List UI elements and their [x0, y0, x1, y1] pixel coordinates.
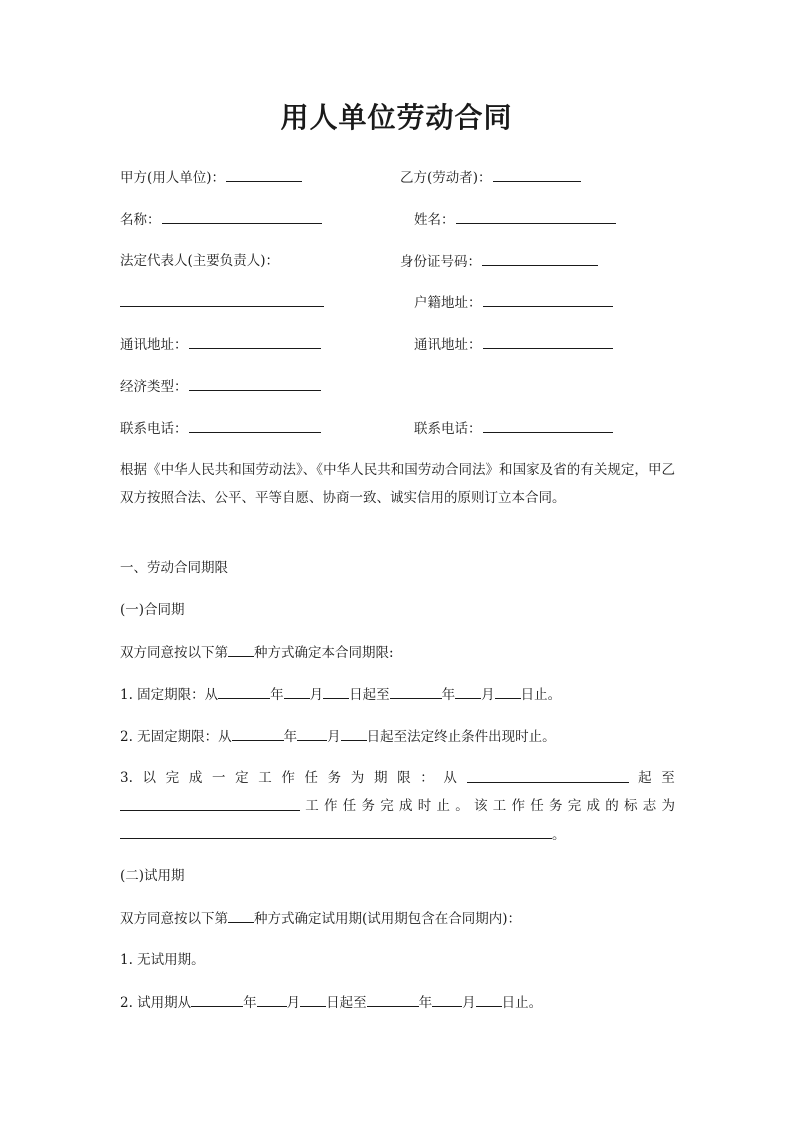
item3-char: 时: [417, 798, 432, 814]
item3-char: 为: [350, 770, 365, 786]
item3-char: 成: [188, 770, 203, 786]
mail-addr-a-field: [120, 335, 322, 354]
econ-type-field: [120, 377, 322, 396]
item1-text: 1. 固定期限：从: [120, 687, 219, 703]
item1-end-label: 日止。: [520, 687, 562, 703]
trial-month-from-blank[interactable]: [257, 993, 287, 1007]
household-addr-field: [414, 293, 614, 312]
sub1-intro-text-b: 种方式确定本合同期限:: [254, 645, 394, 661]
sub1-item3-line2: [120, 797, 675, 815]
item3-char: 至: [661, 770, 675, 786]
item3-char: 作: [324, 798, 338, 814]
item3-char: 。: [455, 798, 469, 814]
trial-year-to-blank[interactable]: [367, 993, 419, 1007]
econ-type-label: 经济类型：: [120, 379, 188, 395]
mail-addr-b-label: 通讯地址：: [414, 337, 482, 353]
trial-month-to-blank[interactable]: [432, 993, 462, 1007]
party-a-blank[interactable]: [226, 168, 302, 182]
item1-month-from-blank[interactable]: [284, 685, 310, 699]
sub1-choice-blank[interactable]: [228, 643, 254, 657]
item3-char: 成: [586, 798, 600, 814]
item3-char: 完: [380, 798, 394, 814]
household-addr-label: 户籍地址：: [414, 295, 482, 311]
party-a-label: 甲方(用人单位)：: [120, 170, 226, 186]
item1-year-to-blank[interactable]: [390, 685, 442, 699]
trial-year-label: 年: [243, 995, 257, 1011]
sub1-item3-line3: [120, 825, 566, 844]
item3-line3-end: 。: [552, 827, 566, 843]
household-addr-blank[interactable]: [483, 293, 613, 307]
sub2-item2: [120, 993, 542, 1012]
phone-b-blank[interactable]: [483, 419, 613, 433]
mail-addr-a-blank[interactable]: [189, 335, 321, 349]
item1-year-from-blank[interactable]: [218, 685, 270, 699]
item3-char: 工: [492, 798, 507, 814]
item3-char: 任: [342, 798, 357, 814]
sub1-item1: [120, 685, 561, 704]
name-b-field: [414, 210, 617, 229]
sub2-heading: (二)试用期: [120, 868, 185, 884]
trial-end-label: 日止。: [501, 995, 543, 1011]
item3-task-blank[interactable]: [120, 797, 300, 811]
item3-char: 作: [511, 798, 525, 814]
item3-char: 务: [549, 798, 563, 814]
item3-char: 成: [399, 798, 413, 814]
sub1-item3-line1: [120, 769, 675, 787]
sub2-item1: 1. 无试用期。: [120, 952, 205, 968]
item3-char: ：: [420, 770, 434, 786]
sub1-intro-text-a: 双方同意按以下第: [120, 645, 228, 661]
item3-char: 期: [373, 770, 388, 786]
preamble-paragraph: 根据《中华人民共和国劳动法》、《中华人民共和国劳动合同法》和国家及省的有关规定，甲乙双方按照合法、公平、平等自愿、协商一致、诚实信用的原则订立本合同。: [120, 462, 675, 506]
sub2-intro: [120, 909, 521, 928]
trial-year2-label: 年: [418, 995, 433, 1011]
item3-start-blank[interactable]: [467, 769, 629, 783]
trial-year-from-blank[interactable]: [191, 993, 243, 1007]
item1-month-to-blank[interactable]: [455, 685, 481, 699]
phone-a-field: [120, 419, 322, 438]
item3-char: 止: [436, 798, 450, 814]
id-number-field: [400, 252, 599, 271]
legal-rep-label: 法定代表人(主要负责人)：: [120, 253, 280, 269]
party-b-field: [400, 168, 582, 187]
legal-rep-blank[interactable]: [120, 293, 324, 307]
legal-rep-field: [120, 293, 324, 312]
trial-day-from-blank[interactable]: [300, 993, 326, 1007]
trial-day-to-blank[interactable]: [476, 993, 502, 1007]
item3-char: 作: [281, 770, 295, 786]
name-a-blank[interactable]: [162, 210, 322, 224]
item3-char: 3.: [120, 770, 133, 786]
sub2-intro-text-b: 种方式确定试用期(试用期包含在合同期内)：: [254, 911, 522, 927]
name-b-label: 姓名：: [414, 212, 455, 228]
item3-char: 从: [443, 770, 457, 786]
mail-addr-b-field: [414, 335, 614, 354]
trial-day-from-label: 日起至: [326, 995, 367, 1011]
item3-char: 定: [235, 770, 249, 786]
name-b-blank[interactable]: [456, 210, 616, 224]
phone-b-field: [414, 419, 614, 438]
phone-b-label: 联系电话：: [414, 421, 482, 437]
item3-char: 务: [361, 798, 375, 814]
item3-char: 起: [638, 770, 652, 786]
id-number-label: 身份证号码：: [400, 254, 481, 270]
item3-char: 的: [605, 798, 619, 814]
item3-char: 完: [567, 798, 582, 814]
item2-month-blank[interactable]: [297, 727, 327, 741]
sub2-intro-text-a: 双方同意按以下第: [120, 911, 228, 927]
trial-text: 2. 试用期从: [120, 995, 192, 1011]
sub1-heading: (一)合同期: [120, 602, 185, 618]
name-a-label: 名称：: [120, 212, 161, 228]
party-a-field: [120, 168, 303, 187]
sub2-choice-blank[interactable]: [228, 909, 254, 923]
item2-year-blank[interactable]: [232, 727, 284, 741]
trial-month-label: 月: [286, 995, 301, 1011]
document-title: 用人单位劳动合同: [280, 101, 513, 134]
item3-marker-blank[interactable]: [120, 825, 552, 839]
item2-end-label: 日起至法定终止条件出现时止。: [366, 729, 556, 745]
party-b-label: 乙方(劳动者)：: [400, 170, 492, 186]
item1-day-to-blank[interactable]: [495, 685, 521, 699]
name-a-field: [120, 210, 323, 229]
item3-char: 为: [661, 798, 675, 814]
econ-type-blank[interactable]: [189, 377, 321, 391]
phone-a-label: 联系电话：: [120, 421, 188, 437]
mail-addr-b-blank[interactable]: [483, 335, 613, 349]
item3-char: 工: [258, 770, 272, 786]
item1-year-label: 年: [270, 687, 284, 703]
item3-char: 一: [211, 770, 226, 786]
item3-char: 以: [142, 770, 157, 786]
item3-char: 标: [624, 798, 638, 814]
item3-char: 完: [165, 770, 180, 786]
id-number-blank[interactable]: [482, 252, 598, 266]
item3-char: 志: [642, 798, 657, 814]
item2-text: 2. 无固定期限：从: [120, 729, 232, 745]
item3-char: 工: [305, 798, 319, 814]
phone-a-blank[interactable]: [189, 419, 321, 433]
item1-month-label: 月: [309, 687, 324, 703]
mail-addr-a-label: 通讯地址：: [120, 337, 188, 353]
item2-year-label: 年: [283, 729, 298, 745]
item1-day-from-blank[interactable]: [323, 685, 349, 699]
item3-char: 务: [327, 770, 342, 786]
item2-month-label: 月: [327, 729, 341, 745]
trial-month2-label: 月: [462, 995, 476, 1011]
item1-month2-label: 月: [481, 687, 495, 703]
item3-char: 任: [530, 798, 544, 814]
item3-char: 限: [397, 770, 411, 786]
item2-day-blank[interactable]: [341, 727, 367, 741]
section1-heading: 一、劳动合同期限: [120, 560, 228, 576]
item3-char: 任: [304, 770, 319, 786]
party-b-blank[interactable]: [493, 168, 581, 182]
item1-day-from-label: 日起至: [349, 687, 390, 703]
item1-year2-label: 年: [441, 687, 456, 703]
item3-char: 该: [474, 798, 488, 814]
sub1-item2: [120, 727, 556, 746]
sub1-intro: [120, 643, 394, 662]
